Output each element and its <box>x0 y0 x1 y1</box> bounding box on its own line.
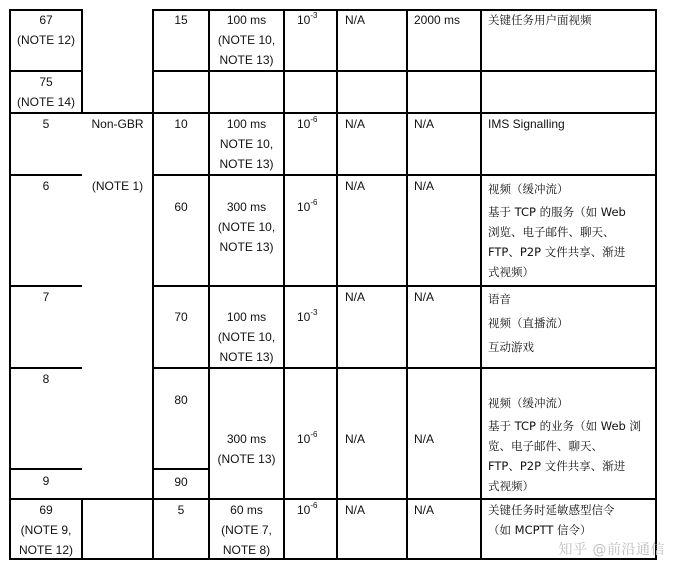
delay-note: (NOTE 13) <box>217 452 276 466</box>
loss-rate: $10^{-6}$ <box>297 430 318 446</box>
grid-line <box>81 9 83 114</box>
resource-type: Non-GBR <box>91 117 144 131</box>
averaging-window: N/A <box>414 290 435 304</box>
grid-line <box>152 367 657 369</box>
example-service: 语音 <box>488 292 511 306</box>
example-service: 浏览、电子邮件、聊天、 <box>488 225 615 239</box>
priority-value: 70 <box>174 310 188 324</box>
delay-note: NOTE 8) <box>222 543 271 557</box>
averaging-window: N/A <box>414 117 435 131</box>
delay-note: (NOTE 7, <box>221 523 272 537</box>
loss-rate: $10^{-6}$ <box>297 198 318 214</box>
averaging-window: N/A <box>414 503 435 517</box>
resource-type-note: (NOTE 1) <box>91 179 144 193</box>
delay-note: NOTE 13) <box>219 350 274 364</box>
qci-value: 75 <box>39 75 53 89</box>
delay-value: 60 ms <box>230 503 263 517</box>
qci-value: 6 <box>42 179 50 193</box>
delay-note: NOTE 13) <box>219 157 274 171</box>
example-service: 基于 TCP 的服务（如 Web <box>488 205 626 219</box>
delay-value: 100 ms <box>226 310 267 324</box>
priority-value: 90 <box>174 475 188 489</box>
priority-value: 10 <box>174 117 188 131</box>
priority-value: 80 <box>174 393 188 407</box>
delay-note: NOTE 13) <box>219 240 274 254</box>
delay-note: (NOTE 10, <box>217 220 276 234</box>
loss-rate: $10^{-6}$ <box>297 501 318 517</box>
delay-note: NOTE 13) <box>219 53 274 67</box>
delay-value: 300 ms <box>226 200 267 214</box>
priority-value: 5 <box>177 503 185 517</box>
grid-line <box>152 174 657 176</box>
example-service: 关键任务用户面视频 <box>488 13 592 27</box>
averaging-window: 2000 ms <box>414 13 461 27</box>
delay-value: 300 ms <box>226 432 267 446</box>
mdbv-value: N/A <box>345 432 366 446</box>
grid-line <box>152 70 657 72</box>
grid-line <box>152 285 657 287</box>
qci-note: (NOTE 14) <box>16 95 75 109</box>
qci-value: 9 <box>42 474 50 488</box>
loss-rate: $10^{-6}$ <box>297 115 318 131</box>
delay-note: (NOTE 10, <box>217 330 276 344</box>
example-service: 互动游戏 <box>488 340 534 354</box>
qci-value: 69 <box>39 503 53 517</box>
priority-value: 60 <box>174 200 188 214</box>
example-service: IMS Signalling <box>488 117 565 131</box>
qci-value: 8 <box>42 372 50 386</box>
priority-value: 15 <box>174 13 188 27</box>
example-service: 基于 TCP 的业务（如 Web 浏 <box>488 419 642 433</box>
example-service: 式视频） <box>488 479 534 493</box>
grid-line <box>9 468 82 470</box>
qci-value: 7 <box>42 290 50 304</box>
watermark: 知乎 @前沿通信 <box>558 542 665 558</box>
example-service: FTP、P2P 文件共享、渐进 <box>488 459 626 473</box>
mdbv-value: N/A <box>345 290 366 304</box>
grid-line <box>152 468 209 470</box>
example-service: 视频（直播流） <box>488 316 569 330</box>
example-service: 关键任务时延敏感型信令 <box>488 503 615 517</box>
delay-note: (NOTE 10, <box>217 33 276 47</box>
loss-rate: $10^{-3}$ <box>297 11 318 27</box>
mdbv-value: N/A <box>345 13 366 27</box>
example-service: 式视频） <box>488 265 534 279</box>
delay-note: NOTE 10, <box>219 137 274 151</box>
delay-value: 100 ms <box>226 117 267 131</box>
loss-rate: $10^{-3}$ <box>297 308 318 324</box>
mdbv-value: N/A <box>345 179 366 193</box>
qci-note: NOTE 12) <box>18 543 73 557</box>
averaging-window: N/A <box>414 179 435 193</box>
mdbv-value: N/A <box>345 503 366 517</box>
example-service: 视频（缓冲流） <box>488 396 569 410</box>
mdbv-value: N/A <box>345 117 366 131</box>
grid-line <box>81 498 83 560</box>
example-service: 览、电子邮件、聊天、 <box>488 439 603 453</box>
example-service: 视频（缓冲流） <box>488 182 569 196</box>
averaging-window: N/A <box>414 432 435 446</box>
delay-value: 100 ms <box>226 13 267 27</box>
qci-note: (NOTE 9, <box>20 523 72 537</box>
example-service: （如 MCPTT 信令） <box>488 523 592 537</box>
qci-value: 5 <box>42 117 50 131</box>
qci-note: (NOTE 12) <box>16 33 75 47</box>
qci-value: 67 <box>39 13 53 27</box>
example-service: FTP、P2P 文件共享、渐进 <box>488 245 626 259</box>
